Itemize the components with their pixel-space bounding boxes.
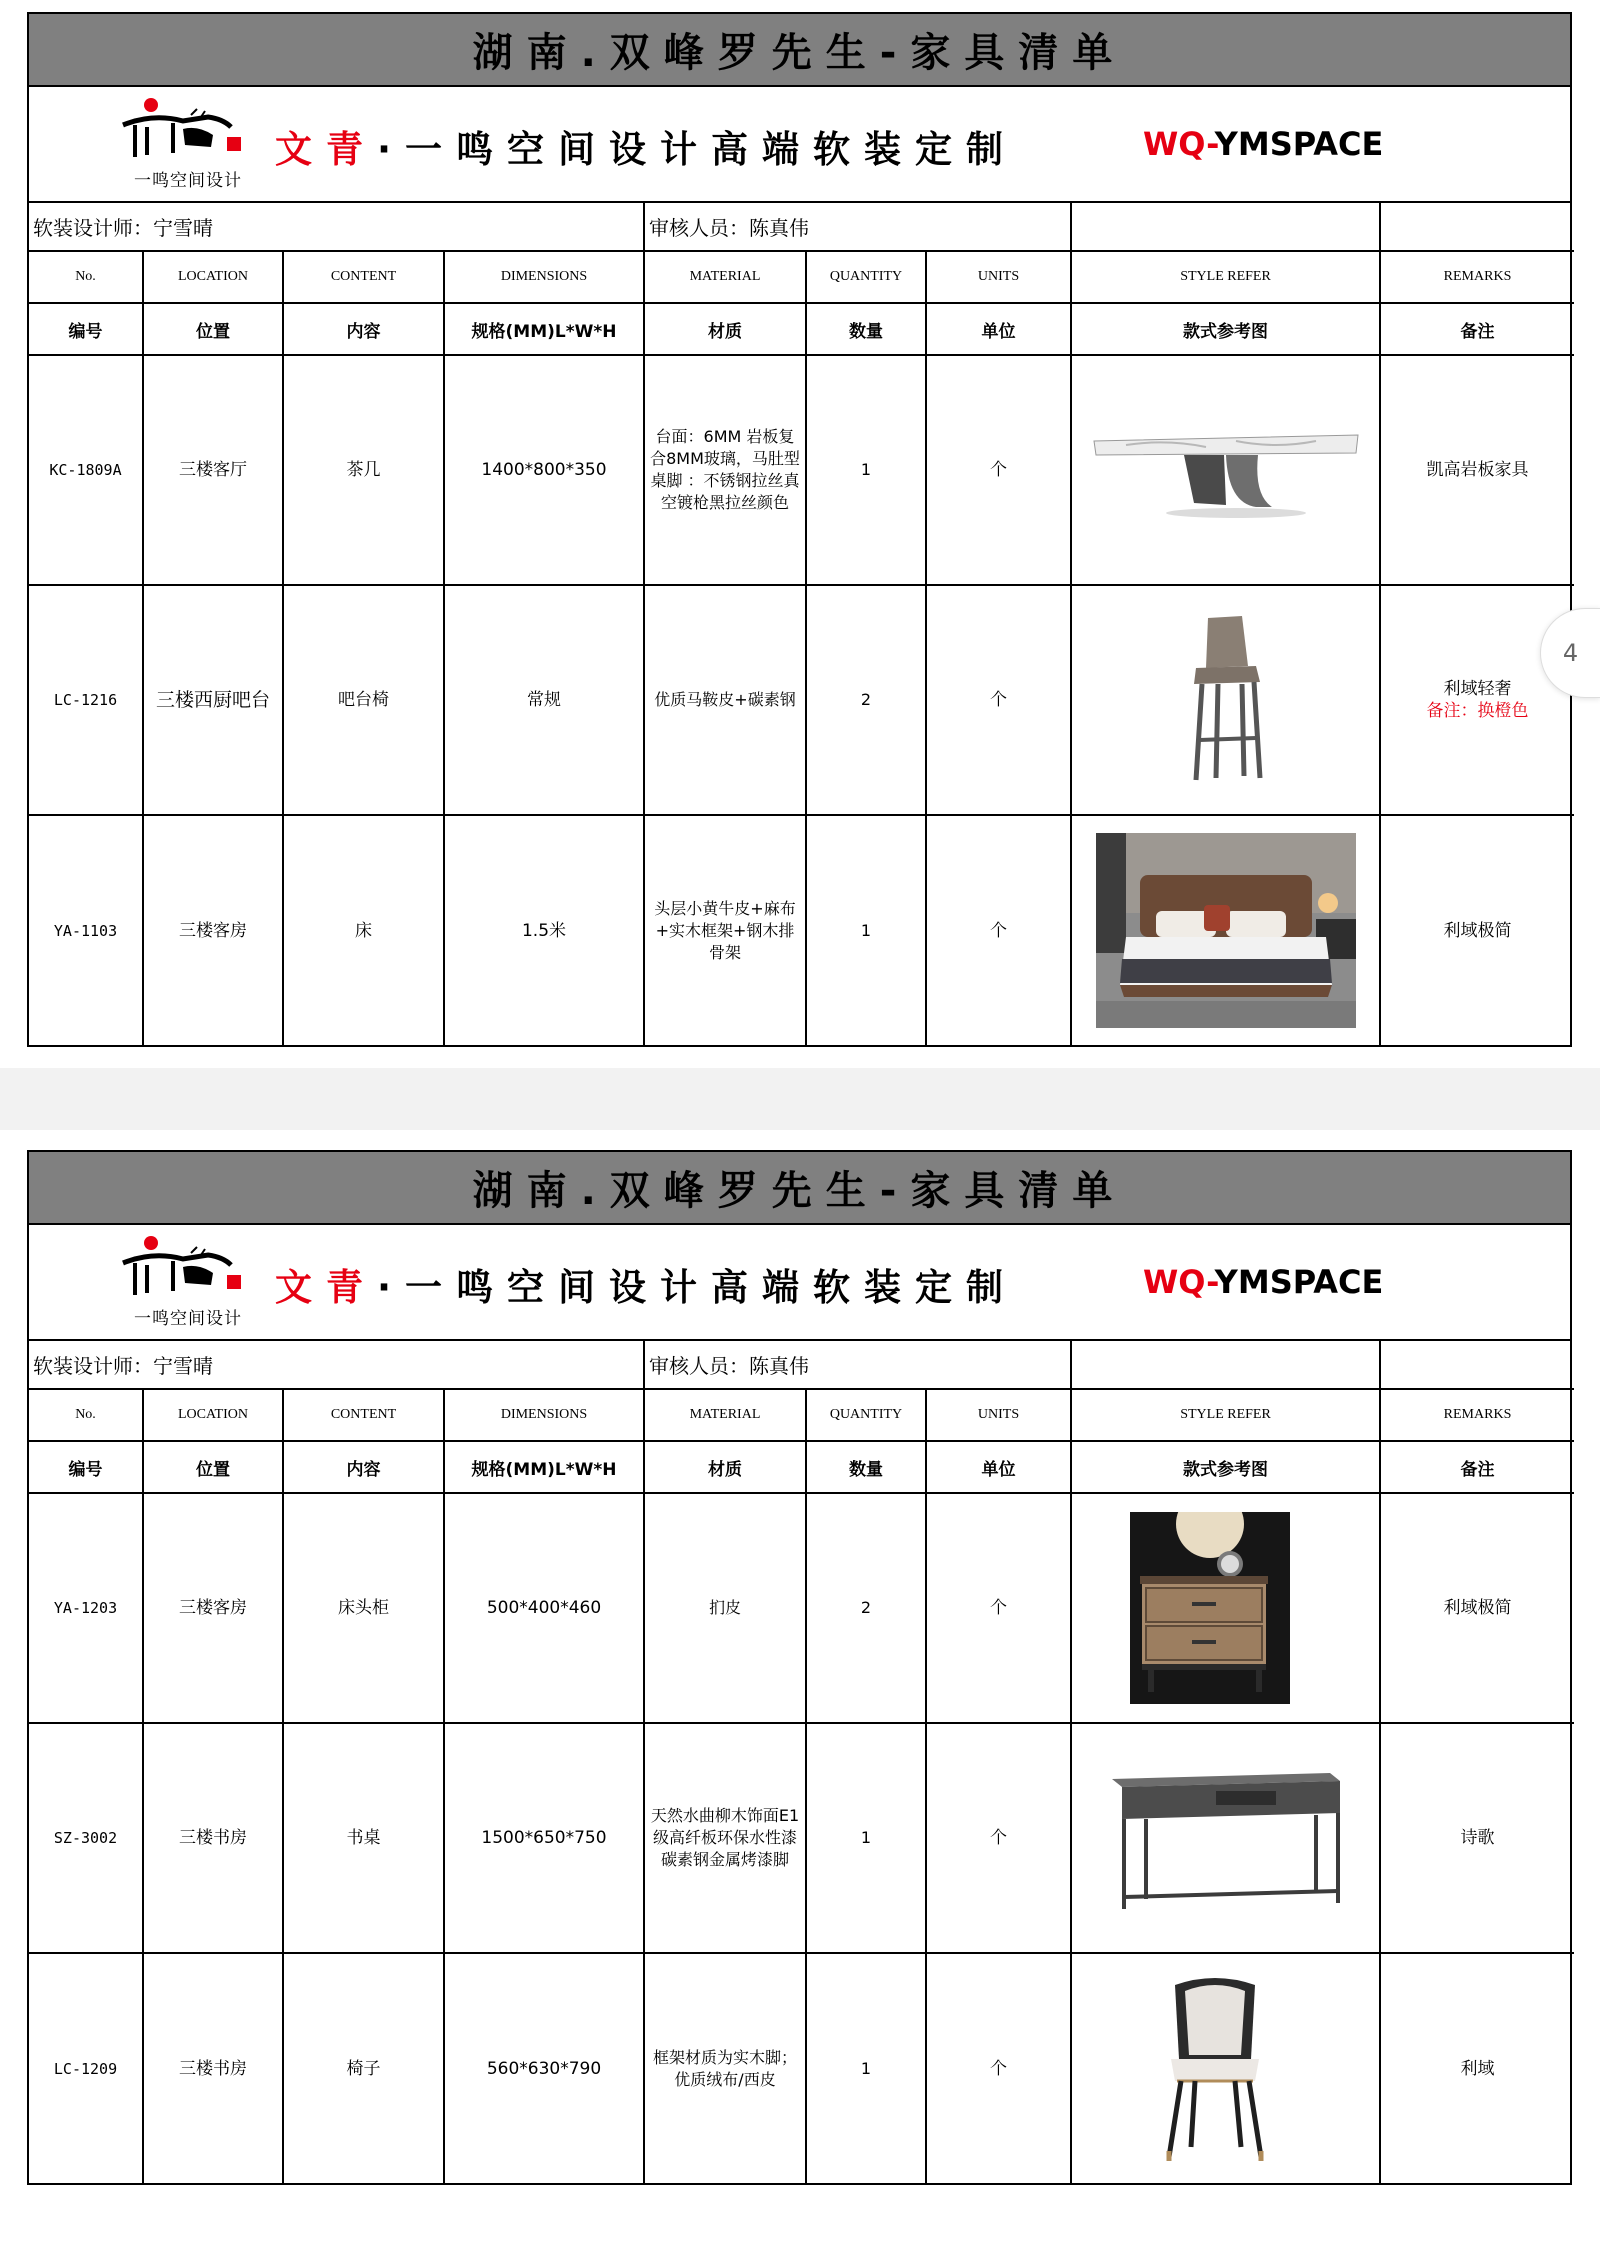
item-remark-cell [1380, 815, 1574, 1045]
item-remark-note: 备注：换橙色 [1426, 701, 1529, 721]
item-no: LC-1216 [29, 585, 143, 815]
header-en-no: No. [29, 251, 143, 303]
item-remark-cell [1380, 1723, 1574, 1953]
item-quantity: 1 [806, 1723, 926, 1953]
item-unit: 个 [926, 355, 1071, 585]
item-material: 框架材质为实木脚；优质绒布/西皮 [644, 1953, 806, 2183]
header-en-location: LOCATION [143, 251, 283, 303]
item-content: 床 [283, 815, 444, 1045]
info-empty-cell [1380, 203, 1574, 251]
sheet-title-bar [29, 1152, 1570, 1225]
header-cn-style-refer: 款式参考图 [1071, 1441, 1380, 1493]
brand-red: WQ- [1143, 1263, 1215, 1301]
header-cn-units: 单位 [926, 1441, 1071, 1493]
table-row [29, 585, 1574, 815]
header-en-location: LOCATION [143, 1389, 283, 1441]
brand-row [29, 1225, 1570, 1341]
item-quantity: 1 [806, 1953, 926, 2183]
logo-mark-icon [113, 1233, 263, 1309]
item-no: SZ-3002 [29, 1723, 143, 1953]
item-content: 书桌 [283, 1723, 444, 1953]
item-style-image-cell [1071, 1493, 1380, 1723]
header-en-material: MATERIAL [644, 251, 806, 303]
item-no: LC-1209 [29, 1953, 143, 2183]
item-remark: 利域 [1460, 2058, 1495, 2079]
item-remark-cell [1380, 1953, 1574, 2183]
table-row [29, 1723, 1574, 1953]
item-unit: 个 [926, 1723, 1071, 1953]
item-quantity: 2 [806, 585, 926, 815]
table-row [29, 815, 1574, 1045]
item-quantity: 1 [806, 815, 926, 1045]
item-content: 吧台椅 [283, 585, 444, 815]
header-en-style-refer: STYLE REFER [1071, 251, 1380, 303]
item-location: 三楼书房 [143, 1953, 283, 2183]
header-cn-style-refer: 款式参考图 [1071, 303, 1380, 355]
brand-row [29, 87, 1570, 203]
header-en-material: MATERIAL [644, 1389, 806, 1441]
sheet-title: 湖南.双峰罗先生-家具清单 [472, 1168, 1127, 1214]
header-en-no: No. [29, 1389, 143, 1441]
header-cn-location: 位置 [143, 1441, 283, 1493]
header-cn-remarks: 备注 [1380, 1441, 1574, 1493]
furniture-table [29, 203, 1574, 1045]
header-cn-content: 内容 [283, 1441, 444, 1493]
sheet-title-bar [29, 14, 1570, 87]
info-empty-cell [1380, 1341, 1574, 1389]
header-en-content: CONTENT [283, 251, 444, 303]
slogan-rest: ·一鸣空间设计高端软装定制 [377, 1266, 1018, 1309]
item-style-image-cell [1071, 585, 1380, 815]
item-quantity: 2 [806, 1493, 926, 1723]
item-remark-cell [1380, 585, 1574, 815]
furniture-table [29, 1341, 1574, 2183]
logo-mark-icon [113, 95, 263, 171]
item-dimensions: 1500*650*750 [444, 1723, 644, 1953]
table-row [29, 1493, 1574, 1723]
header-cn-dimensions: 规格(MM)L*W*H [444, 1441, 644, 1493]
info-empty-cell [1071, 1341, 1380, 1389]
item-content: 床头柜 [283, 1493, 444, 1723]
item-location: 三楼书房 [143, 1723, 283, 1953]
header-en-quantity: QUANTITY [806, 1389, 926, 1441]
item-material: 扪皮 [644, 1493, 806, 1723]
item-material: 头层小黄牛皮+麻布+实木框架+钢木排骨架 [644, 815, 806, 1045]
slogan [275, 1257, 1017, 1311]
item-material: 天然水曲柳木饰面E1级高纤板环保水性漆碳素钢金属烤漆脚 [644, 1723, 806, 1953]
header-en-content: CONTENT [283, 1389, 444, 1441]
header-en-quantity: QUANTITY [806, 251, 926, 303]
item-remark-cell [1380, 1493, 1574, 1723]
header-cn-content: 内容 [283, 303, 444, 355]
slogan [275, 119, 1017, 173]
brand-name [1143, 125, 1383, 163]
header-en-units: UNITS [926, 1389, 1071, 1441]
item-remark: 利域极简 [1443, 920, 1512, 941]
header-cn-no: 编号 [29, 303, 143, 355]
coffee-table-image [1086, 415, 1366, 525]
header-cn-quantity: 数量 [806, 303, 926, 355]
slogan-rest: ·一鸣空间设计高端软装定制 [377, 128, 1018, 171]
header-cn-no: 编号 [29, 1441, 143, 1493]
header-en-units: UNITS [926, 251, 1071, 303]
info-empty-cell [1071, 203, 1380, 251]
item-dimensions: 500*400*460 [444, 1493, 644, 1723]
item-location: 三楼客厅 [143, 355, 283, 585]
item-unit: 个 [926, 815, 1071, 1045]
item-remark: 利域极简 [1443, 1598, 1512, 1618]
item-no: YA-1203 [29, 1493, 143, 1723]
company-logo [113, 1233, 263, 1333]
item-dimensions: 1.5米 [444, 815, 644, 1045]
item-location: 三楼西厨吧台 [143, 585, 283, 815]
header-en-style-refer: STYLE REFER [1071, 1389, 1380, 1441]
header-en-dimensions: DIMENSIONS [444, 1389, 644, 1441]
furniture-list-sheet-2 [27, 1150, 1572, 2185]
item-location: 三楼客房 [143, 1493, 283, 1723]
bar-stool-image [1156, 610, 1296, 790]
header-cn-material: 材质 [644, 303, 806, 355]
header-en-remarks: REMARKS [1380, 251, 1574, 303]
item-content: 茶几 [283, 355, 444, 585]
furniture-list-sheet-1 [27, 12, 1572, 1047]
page-separator [0, 1068, 1600, 1130]
item-material: 台面：6MM 岩板复合8MM玻璃，马肚型桌脚 ：不锈钢拉丝真空镀枪黑拉丝颜色 [644, 355, 806, 585]
sheet-title: 湖南.双峰罗先生-家具清单 [472, 30, 1127, 76]
item-content: 椅子 [283, 1953, 444, 2183]
desk-image [1106, 1763, 1346, 1913]
company-logo [113, 95, 263, 195]
page-number: 4 [1562, 639, 1579, 667]
item-style-image-cell [1071, 355, 1380, 585]
chair-image [1145, 1971, 1285, 2167]
item-unit: 个 [926, 1493, 1071, 1723]
item-remark: 凯高岩板家具 [1426, 460, 1529, 480]
header-cn-remarks: 备注 [1380, 303, 1574, 355]
item-dimensions: 常规 [444, 585, 644, 815]
item-no: YA-1103 [29, 815, 143, 1045]
nightstand-image [1130, 1512, 1290, 1704]
header-en-dimensions: DIMENSIONS [444, 251, 644, 303]
logo-text: 一鸣空间设计 [134, 171, 242, 191]
designer-cell: 软装设计师：宁雪晴 [29, 1341, 644, 1389]
item-no: KC-1809A [29, 355, 143, 585]
reviewer-cell: 审核人员：陈真伟 [644, 203, 1071, 251]
item-remark: 诗歌 [1460, 1828, 1495, 1848]
item-style-image-cell [1071, 815, 1380, 1045]
bed-image [1096, 833, 1356, 1028]
item-location: 三楼客房 [143, 815, 283, 1045]
designer-cell: 软装设计师：宁雪晴 [29, 203, 644, 251]
brand-rest: YMSPACE [1214, 125, 1384, 163]
slogan-red: 文青 [275, 128, 377, 171]
item-material: 优质马鞍皮+碳素钢 [644, 585, 806, 815]
item-style-image-cell [1071, 1953, 1380, 2183]
header-en-remarks: REMARKS [1380, 1389, 1574, 1441]
header-cn-dimensions: 规格(MM)L*W*H [444, 303, 644, 355]
brand-red: WQ- [1143, 125, 1215, 163]
item-dimensions: 1400*800*350 [444, 355, 644, 585]
item-unit: 个 [926, 585, 1071, 815]
reviewer-cell: 审核人员：陈真伟 [644, 1341, 1071, 1389]
header-cn-material: 材质 [644, 1441, 806, 1493]
item-style-image-cell [1071, 1723, 1380, 1953]
header-cn-units: 单位 [926, 303, 1071, 355]
logo-text: 一鸣空间设计 [134, 1309, 242, 1329]
brand-name [1143, 1263, 1383, 1301]
item-remark-cell [1380, 355, 1574, 585]
brand-rest: YMSPACE [1214, 1263, 1384, 1301]
item-dimensions: 560*630*790 [444, 1953, 644, 2183]
slogan-red: 文青 [275, 1266, 377, 1309]
item-remark: 利域轻奢 [1443, 679, 1512, 699]
table-row [29, 355, 1574, 585]
item-unit: 个 [926, 1953, 1071, 2183]
item-quantity: 1 [806, 355, 926, 585]
header-cn-quantity: 数量 [806, 1441, 926, 1493]
table-row [29, 1953, 1574, 2183]
header-cn-location: 位置 [143, 303, 283, 355]
